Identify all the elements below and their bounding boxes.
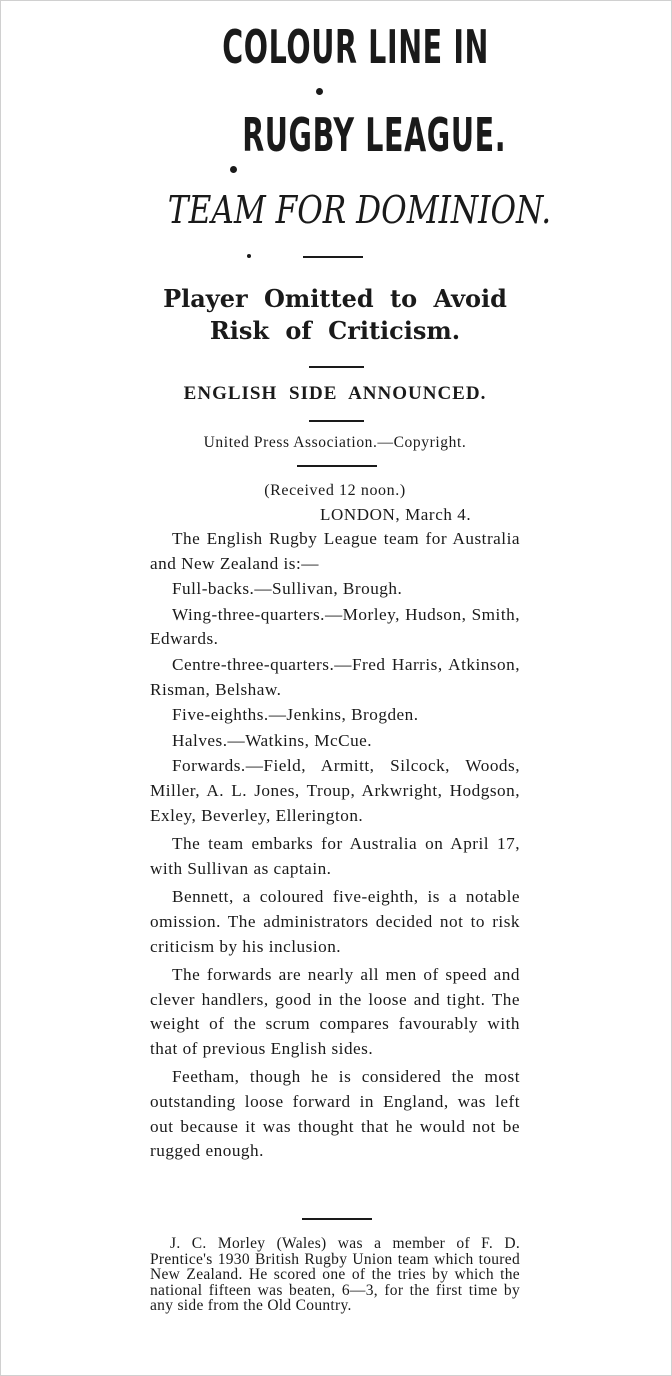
paragraph: Forwards.—Field, Armitt, Silcock, Woods, Miller, A. L. Jones, Troup, Arkwright, Hodgson, Exley, Beverley, Ellerington. xyxy=(150,756,520,825)
paragraph: The team embarks for Australia on April 17, with Sullivan as captain. xyxy=(150,834,520,878)
received-time: (Received 12 noon.) xyxy=(264,482,406,499)
paragraph: Bennett, a coloured five-eighth, is a notable omission. The administrators decided not to risk criticism by his inclusion. xyxy=(150,887,520,956)
article-body xyxy=(150,527,520,1164)
paragraph: Five-eighths.—Jenkins, Brogden. xyxy=(172,705,419,725)
divider-rule xyxy=(309,420,364,422)
divider-rule xyxy=(302,1218,372,1220)
divider-rule xyxy=(297,465,377,467)
footnote xyxy=(150,1236,520,1314)
speck-mark xyxy=(316,88,323,95)
paragraph: Full-backs.—Sullivan, Brough. xyxy=(172,579,403,599)
divider-rule xyxy=(309,366,364,368)
footnote-text: J. C. Morley (Wales) was a member of F. D. Prentice's 1930 British Rugby Union team which toured New Zealand. He scored one of the tries by which the national fifteen was beaten, 6—3, for the first time by any side from the Old Country. xyxy=(150,1235,520,1315)
paragraph: The forwards are nearly all men of speed and clever handlers, good in the loose and tight. The weight of the scrum compares favourably with that of previous English sides. xyxy=(150,965,520,1058)
paragraph: Feetham, though he is considered the most outstanding loose forward in England, was left out because it was thought that he would not be rugged enough. xyxy=(150,1067,520,1161)
speck-mark xyxy=(247,254,251,258)
divider-rule xyxy=(303,256,363,258)
section-heading: ENGLISH SIDE ANNOUNCED. xyxy=(183,383,487,404)
paragraph: Halves.—Watkins, McCue. xyxy=(172,730,373,750)
speck-mark xyxy=(230,166,237,173)
paragraph: The English Rugby League team for Australia and New Zealand is:— xyxy=(150,529,520,573)
headline-line-2: RUGBY LEAGUE. xyxy=(242,108,507,162)
subheadline: TEAM FOR DOMINION. xyxy=(167,188,552,232)
paragraph: Wing-three-quarters.—Morley, Hudson, Smith, Edwards. xyxy=(150,604,520,649)
dateline: LONDON, March 4. xyxy=(320,505,472,524)
paragraph: Centre-three-quarters.—Fred Harris, Atkinson, Risman, Belshaw. xyxy=(150,654,520,699)
deck-line-1: Player Omitted to Avoid xyxy=(163,284,507,313)
deck-line-2: Risk of Criticism. xyxy=(209,316,461,345)
headline-line-1: COLOUR LINE IN xyxy=(222,20,490,74)
wire-credit: United Press Association.—Copyright. xyxy=(203,434,467,451)
